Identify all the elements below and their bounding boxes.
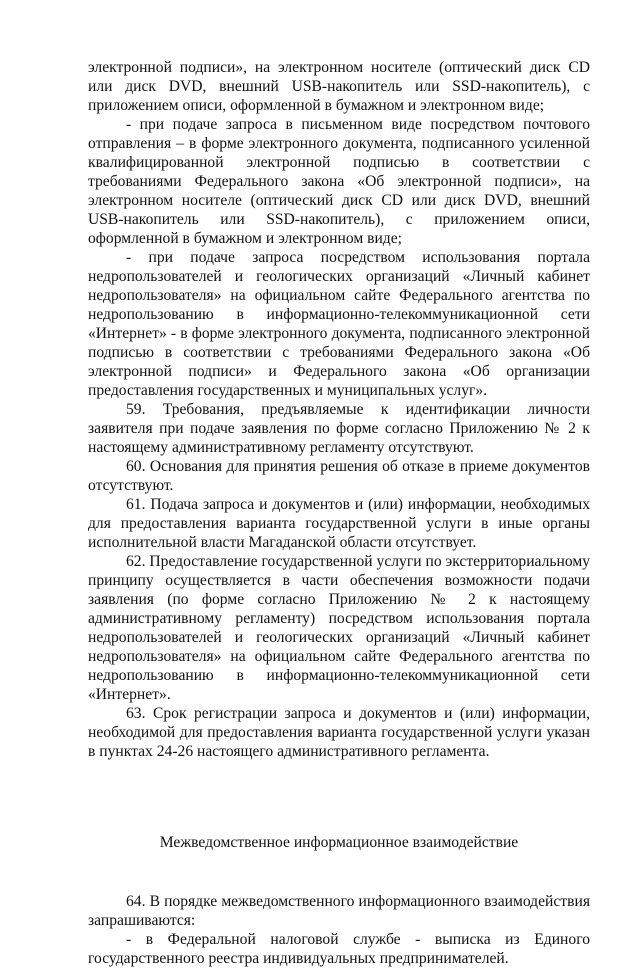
document-page <box>88 58 590 968</box>
paragraph-portal-submission: - при подаче запроса посредством использования портала недропользователей и геологических организаций «Личный кабинет недропользователя» на официальном сайте Федерального агентства по недропользованию в информационно-телекоммуникационной сети «Интернет» - в форме электронного документа, подписанного электронной подписью в соответствии с требованиями Федерального закона «Об электронной подписи» и Федерального закона «Об организации предоставления государственных и муниципальных услуг». <box>88 249 590 399</box>
paragraph-postal-submission: - при подаче запроса в письменном виде посредством почтового отправления – в форме электронного документа, подписанного усиленной квалифицированной электронной подписью в соответствии с требованиями Федерального закона «Об электронной подписи», на электронном носителе (оптический диск CD или диск DVD, внешний USB-накопитель или SSD-накопитель), с приложением описи, оформленной в бумажном и электронном виде; <box>88 116 590 247</box>
paragraph-63: 63. Срок регистрации запроса и документов и (или) информации, необходимой для предоставления варианта государственной услуги указан в пунктах 24-26 настоящего административного регламента. <box>88 705 590 760</box>
paragraph-64: 64. В порядке межведомственного информационного взаимодействия запрашиваются: <box>88 893 590 929</box>
paragraph-59: 59. Требования, предъявляемые к идентификации личности заявителя при подаче заявления по форме согласно Приложению № 2 к настоящему административному регламенту отсутствуют. <box>88 401 590 456</box>
paragraph-tax-service: - в Федеральной налоговой службе - выписка из Единого государственного реестра индивидуальных предпринимателей. <box>88 931 590 967</box>
paragraph-continuation: электронной подписи», на электронном носителе (оптический диск CD или диск DVD, внешний USB-накопитель или SSD-накопитель), с приложением описи, оформленной в бумажном и электронном виде; <box>88 59 590 114</box>
section-heading: Межведомственное информационное взаимодействие <box>159 834 519 851</box>
paragraph-60: 60. Основания для принятия решения об отказе в приеме документов отсутствуют. <box>88 458 590 494</box>
paragraph-61: 61. Подача запроса и документов и (или) информации, необходимых для предоставления варианта государственной услуги в иные органы исполнительной власти Магаданской области отсутствует. <box>88 496 590 551</box>
paragraph-62: 62. Предоставление государственной услуги по экстерриториальному принципу осуществляется в части обеспечения возможности подачи заявления (по форме согласно Приложению № 2 к настоящему административному регламенту) посредством использования портала недропользователей и геологических организаций «Личный кабинет недропользователя» на официальном сайте Федерального агентства по недропользованию в информационно-телекоммуникационной сети «Интернет». <box>88 553 590 703</box>
